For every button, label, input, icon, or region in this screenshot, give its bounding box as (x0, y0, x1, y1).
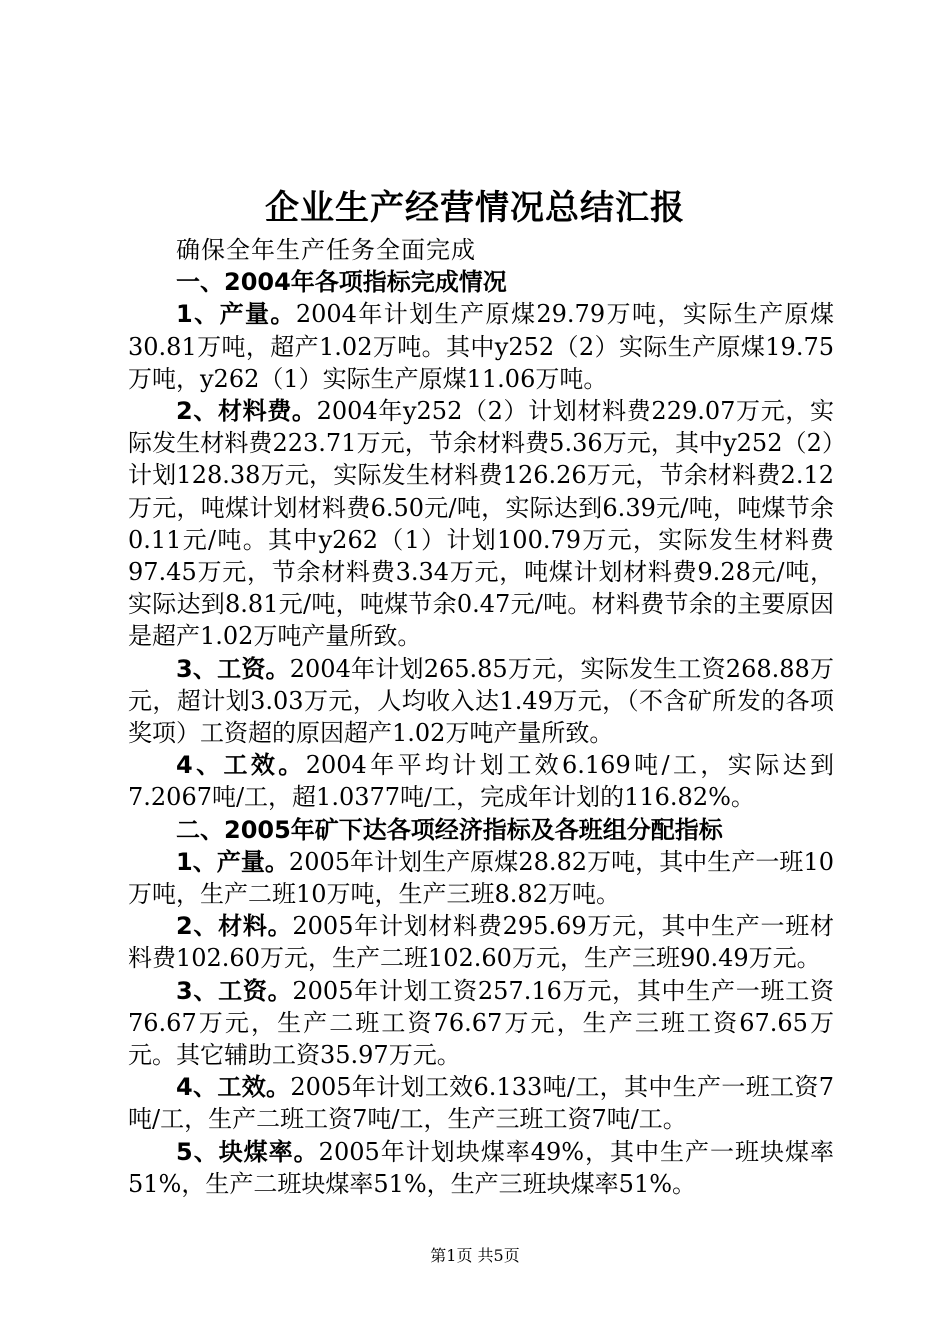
item-lead: 1、产量。 (176, 847, 289, 876)
paragraph-2004-efficiency (128, 749, 834, 813)
paragraph-2005-efficiency (128, 1071, 834, 1135)
item-lead: 2、材料费。 (176, 397, 317, 426)
item-lead: 4、工效。 (176, 751, 306, 780)
paragraph-2005-lump-coal-rate (128, 1136, 834, 1200)
document-body (128, 234, 834, 1200)
item-text: 2004年y252（2）计划材料费229.07万元，实际发生材料费223.71万元，节余材料费5.36万元，其中y252（2）计划128.38万元，实际发生材料费126.26万元，节余材料费2.12万元，吨煤计划材料费6.50元/吨，实际达到6.39元/吨，吨煤节余0.11元/吨。其中y262（1）计划100.79万元，实际发生材料费97.45万元，节余材料费3.34万元，吨煤计划材料费9.28元/吨，实际达到8.81元/吨，吨煤节余0.47元/吨。材料费节余的主要原因是超产1.02万吨产量所致。 (128, 397, 834, 651)
paragraph-2004-material-cost (128, 395, 834, 653)
item-lead: 4、工效。 (176, 1073, 291, 1102)
page-number-footer: 第1页 共5页 (430, 1246, 520, 1265)
item-text: 2004年计划生产原煤29.79万吨，实际生产原煤30.81万吨，超产1.02万吨。其中y252（2）实际生产原煤19.75万吨，y262（1）实际生产原煤11.06万吨。 (128, 300, 834, 393)
item-text: 2004年平均计划工效6.169吨/工，实际达到7.2067吨/工，超1.0377吨/工，完成年计划的116.82%。 (128, 751, 835, 812)
paragraph-2004-output (128, 298, 834, 395)
item-lead: 2、材料。 (176, 912, 293, 941)
section-heading-2004: 一、2004年各项指标完成情况 (176, 268, 507, 297)
paragraph-2005-wages (128, 975, 834, 1072)
item-text: 2005年计划块煤率49%，其中生产一班块煤率51%，生产二班块煤率51%，生产三班块煤率51%。 (128, 1137, 835, 1198)
item-lead: 3、工资。 (176, 976, 293, 1005)
item-text: 2004年计划265.85万元，实际发生工资268.88万元，超计划3.03万元，人均收入达1.49万元，（不含矿所发的各项奖项）工资超的原因超产1.02万吨产量所致。 (128, 654, 834, 748)
item-lead: 1、产量。 (176, 300, 296, 329)
item-text: 2005年计划材料费295.69万元，其中生产一班材料费102.60万元，生产二班102.60万元，生产三班90.49万元。 (128, 912, 834, 973)
paragraph-2005-material (128, 910, 834, 974)
paragraph-2004-wages (128, 653, 834, 750)
section-heading-2005: 二、2005年矿下达各项经济指标及各班组分配指标 (176, 815, 723, 844)
item-text: 2005年计划生产原煤28.82万吨，其中生产一班10万吨，生产二班10万吨，生产三班8.82万吨。 (128, 847, 835, 909)
item-text: 2005年计划工资257.16万元，其中生产一班工资76.67万元，生产二班工资76.67万元，生产三班工资67.65万元。其它辅助工资35.97万元。 (128, 976, 834, 1070)
document-title: 企业生产经营情况总结汇报 (265, 188, 685, 228)
item-text: 2005年计划工效6.133吨/工，其中生产一班工资7吨/工，生产二班工资7吨/工，生产三班工资7吨/工。 (128, 1073, 835, 1134)
item-lead: 3、工资。 (176, 654, 290, 683)
item-lead: 5、块煤率。 (176, 1137, 319, 1166)
paragraph-2005-output (128, 846, 834, 910)
intro-line: 确保全年生产任务全面完成 (176, 236, 476, 264)
